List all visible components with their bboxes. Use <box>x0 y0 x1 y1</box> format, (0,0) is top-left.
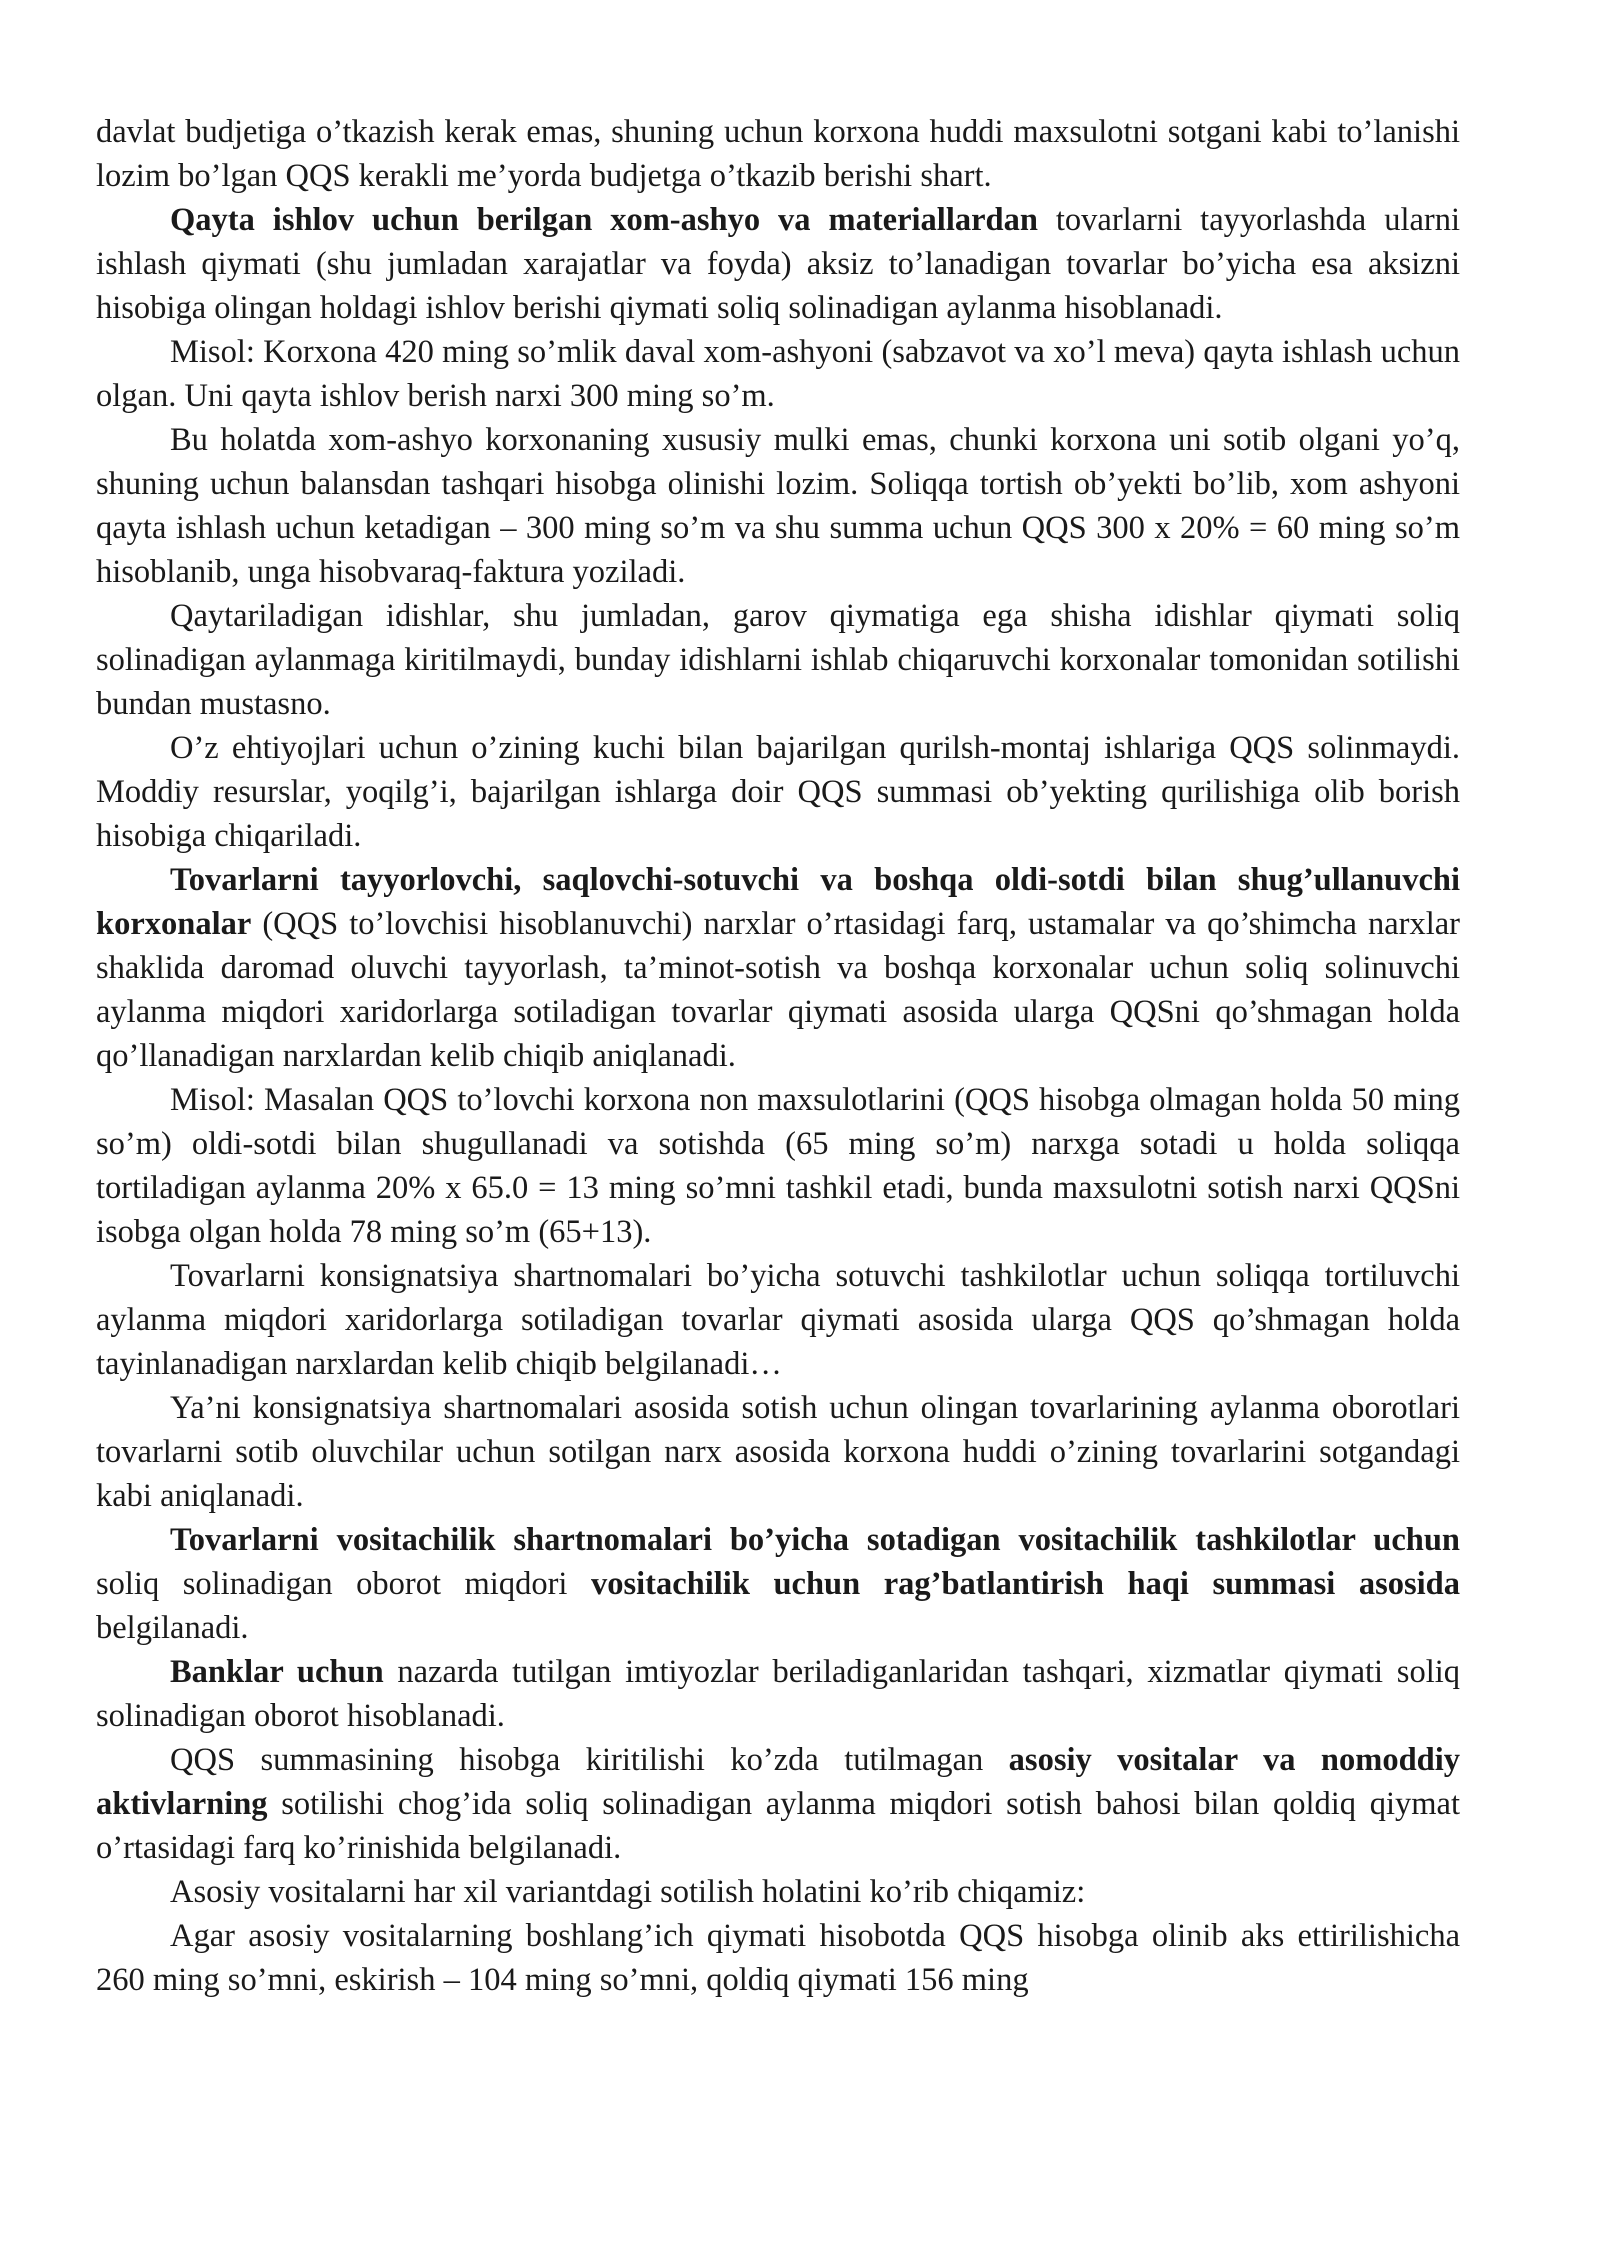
bold-run: Tovarlarni tayyorlovchi, saqlovchi-sotuvchi va boshqa oldi-sotdi bilan shug’ullanuvchi korxonalar <box>96 862 1460 942</box>
paragraph <box>96 330 1460 418</box>
text-run: Misol: Masalan QQS to’lovchi korxona non maxsulotlarini (QQS hisobga olmagan holda 50 ming so’m) oldi-sotdi bilan shugullanadi va sotishda (65 ming so’m) narxga sotadi u holda soliqqa tortiladigan aylanma 20% x 65.0 = 13 ming so’mni tashkil etadi, bunda maxsulotni sotish narxi QQSni isobga olgan holda 78 ming so’m (65+13). <box>96 1082 1460 1250</box>
text-run: Tovarlarni konsignatsiya shartnomalari bo’yicha sotuvchi tashkilotlar uchun soliqqa tortiluvchi aylanma miqdori xaridorlarga sotiladigan tovarlar qiymati asosida ularga QQS qo’shmagan holda tayinlanadigan narxlardan kelib chiqib belgilanadi… <box>96 1258 1460 1382</box>
paragraph <box>96 198 1460 330</box>
text-run: (QQS to’lovchisi hisoblanuvchi) narxlar o’rtasidagi farq, ustamalar va qo’shimcha narxlar shaklida daromad oluvchi tayyorlash, ta’minot-sotish va boshqa korxonalar uchun soliq solinuvchi aylanma miqdori xaridorlarga sotiladigan tovarlar qiymati asosida ularga QQSni qo’shmagan holda qo’llanadigan narxlardan kelib chiqib aniqlanadi. <box>96 906 1460 1074</box>
text-run: davlat budjetiga o’tkazish kerak emas, shuning uchun korxona huddi maxsulotni sotgani kabi to’lanishi lozim bo’lgan QQS kerakli me’yorda budjetga o’tkazib berishi shart. <box>96 114 1460 194</box>
paragraph <box>96 594 1460 726</box>
paragraph <box>96 418 1460 594</box>
text-run: O’z ehtiyojlari uchun o’zining kuchi bilan bajarilgan qurilsh-montaj ishlariga QQS solinmaydi. Moddiy resurslar, yoqilg’i, bajarilgan ishlarga doir QQS summasi ob’yekting qurilishiga olib borish hisobiga chiqariladi. <box>96 730 1460 854</box>
bold-run: vositachilik uchun rag’batlantirish haqi summasi asosida <box>590 1566 1460 1602</box>
paragraph <box>96 1518 1460 1650</box>
text-run: sotilishi chog’ida soliq solinadigan aylanma miqdori sotish bahosi bilan qoldiq qiymat o’rtasidagi farq ko’rinishida belgilanadi. <box>96 1786 1460 1866</box>
text-run: Bu holatda xom-ashyo korxonaning xususiy mulki emas, chunki korxona uni sotib olgani yo’q, shuning uchun balansdan tashqari hisobga olinishi lozim. Soliqqa tortish ob’yekti bo’lib, xom ashyoni qayta ishlash uchun ketadigan – 300 ming so’m va shu summa uchun QQS 300 x 20% = 60 ming so’m hisoblanib, unga hisobvaraq-faktura yoziladi. <box>96 422 1460 590</box>
text-run: Qaytariladigan idishlar, shu jumladan, garov qiymatiga ega shisha idishlar qiymati soliq solinadigan aylanmaga kiritilmaydi, bunday idishlarni ishlab chiqaruvchi korxonalar tomonidan sotilishi bundan mustasno. <box>96 598 1460 722</box>
document-page <box>96 110 1460 2002</box>
paragraph <box>96 1254 1460 1386</box>
text-run: belgilanadi. <box>96 1610 249 1646</box>
paragraph <box>96 1738 1460 1870</box>
text-run: Ya’ni konsignatsiya shartnomalari asosida sotish uchun olingan tovarlarining aylanma oborotlari tovarlarni sotib oluvchilar uchun sotilgan narx asosida korxona huddi o’zining tovarlarini sotgandagi kabi aniqlanadi. <box>96 1390 1460 1514</box>
paragraph <box>96 726 1460 858</box>
text-run: tovarlarni tayyorlashda ularni ishlash qiymati (shu jumladan xarajatlar va foyda) aksiz to’lanadigan tovarlar bo’yicha esa aksizni hisobiga olingan holdagi ishlov berishi qiymati soliq solinadigan aylanma hisoblanadi. <box>96 202 1460 326</box>
paragraph <box>96 1386 1460 1518</box>
text-run: Agar asosiy vositalarning boshlang’ich qiymati hisobotda QQS hisobga olinib aks ettirilishicha 260 ming so’mni, eskirish – 104 ming so’mni, qoldiq qiymati 156 ming <box>96 1918 1460 1998</box>
bold-run: Banklar uchun <box>170 1654 384 1690</box>
text-run: QQS summasining hisobga kiritilishi ko’zda tutilmagan <box>170 1742 1009 1778</box>
paragraph <box>96 1650 1460 1738</box>
bold-run: asosiy vositalar va nomoddiy aktivlarning <box>96 1742 1460 1822</box>
text-run: soliq solinadigan oborot miqdori <box>96 1566 591 1602</box>
paragraph <box>96 1078 1460 1254</box>
text-run: Asosiy vositalarni har xil variantdagi sotilish holatini ko’rib chiqamiz: <box>170 1874 1086 1910</box>
paragraph <box>96 110 1460 198</box>
paragraph <box>96 1870 1460 1914</box>
text-run: nazarda tutilgan imtiyozlar beriladiganlaridan tashqari, xizmatlar qiymati soliq solinadigan oborot hisoblanadi. <box>96 1654 1461 1734</box>
text-run: Misol: Korxona 420 ming so’mlik daval xom-ashyoni (sabzavot va xo’l meva) qayta ishlash uchun olgan. Uni qayta ishlov berish narxi 300 ming so’m. <box>96 334 1460 414</box>
bold-run: Qayta ishlov uchun berilgan xom-ashyo va materiallardan <box>170 202 1038 238</box>
bold-run: Tovarlarni vositachilik shartnomalari bo’yicha sotadigan vositachilik tashkilotlar uchun <box>170 1522 1460 1558</box>
paragraph <box>96 1914 1460 2002</box>
paragraph <box>96 858 1460 1078</box>
